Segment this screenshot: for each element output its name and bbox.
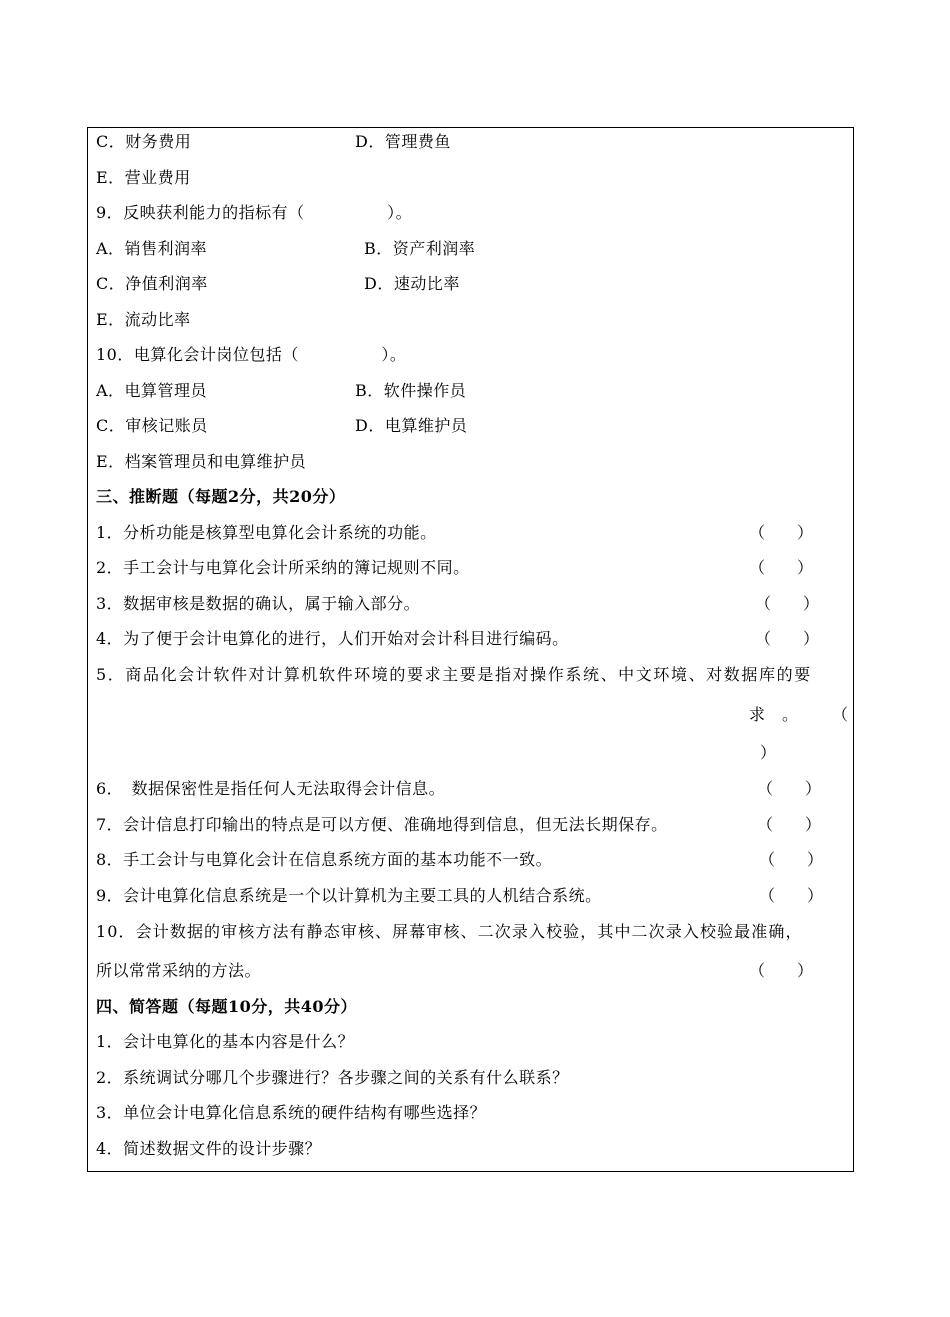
tf-item-10: 10．会计数据的审核方法有静态审核、屏幕审核、二次录入校验，其中二次录入校验最准确， — [96, 922, 803, 941]
tf-item-3: 3．数据审核是数据的确认，属于输入部分。 — [96, 594, 421, 613]
tf-item-8: 8．手工会计与电算化会计在信息系统方面的基本功能不一致。 — [96, 850, 553, 869]
tf-item-10-continuation: 所以常常采纳的方法。 — [96, 961, 262, 980]
short-answer-item-1: 1．会计电算化的基本内容是什么？ — [96, 1032, 355, 1051]
q10-option-a: A．电算管理员 — [96, 381, 208, 400]
answer-paren-7: （ ） — [757, 815, 822, 834]
answer-paren-3: （ ） — [755, 594, 820, 613]
tf-item-6: 6． 数据保密性是指任何人无法取得会计信息。 — [96, 779, 446, 798]
q9-option-b: B．资产利润率 — [364, 239, 476, 258]
short-answer-item-3: 3．单位会计电算化信息系统的硬件结构有哪些选择？ — [96, 1103, 487, 1122]
tf-item-7: 7．会计信息打印输出的特点是可以方便、准确地得到信息，但无法长期保存。 — [96, 815, 668, 834]
answer-paren-4: （ ） — [755, 629, 820, 648]
answer-paren-8: （ ） — [759, 850, 824, 869]
short-answer-item-2: 2．系统调试分哪几个步骤进行？各步骤之间的关系有什么联系？ — [96, 1068, 569, 1087]
short-answer-item-4: 4．简述数据文件的设计步骤？ — [96, 1139, 322, 1158]
answer-paren-1: （ ） — [749, 523, 814, 542]
tf-item-2: 2．手工会计与电算化会计所采纳的簿记规则不同。 — [96, 558, 470, 577]
q10-option-b: B．软件操作员 — [355, 381, 467, 400]
answer-paren-6: （ ） — [757, 779, 822, 798]
answer-paren-5-close: ） — [760, 743, 777, 762]
answer-paren-10: （ ） — [749, 961, 814, 980]
tf-item-1: 1．分析功能是核算型电算化会计系统的功能。 — [96, 523, 437, 542]
q9-stem: 9．反映获利能力的指标有（ ）。 — [96, 203, 413, 222]
q9-option-a: A．销售利润率 — [96, 239, 208, 258]
q9-option-d: D．速动比率 — [364, 274, 460, 293]
tf-item-5-continuation: 求 。 — [749, 705, 799, 724]
section4-title: 四、简答题（每题10分，共40分） — [96, 997, 358, 1016]
answer-paren-5-open: （ — [832, 705, 849, 724]
tf-item-9: 9．会计电算化信息系统是一个以计算机为主要工具的人机结合系统。 — [96, 886, 602, 905]
answer-paren-2: （ ） — [749, 558, 814, 577]
q10-option-c: C．审核记账员 — [96, 416, 208, 435]
q9-option-c: C．净值利润率 — [96, 274, 208, 293]
q10-stem: 10．电算化会计岗位包括（ ）。 — [96, 345, 407, 364]
tf-item-4: 4．为了便于会计电算化的进行，人们开始对会计科目进行编码。 — [96, 629, 569, 648]
tf-item-5: 5．商品化会计软件对计算机软件环境的要求主要是指对操作系统、中文环境、对数据库的要 — [96, 665, 812, 684]
q10-option-e: E．档案管理员和电算维护员 — [96, 452, 307, 471]
q9-option-e: E．流动比率 — [96, 310, 191, 329]
q8-option-c: C．财务费用 — [96, 132, 192, 151]
q8-option-e: E．营业费用 — [96, 168, 191, 187]
q8-option-d: D．管理费鱼 — [355, 132, 451, 151]
q10-option-d: D．电算维护员 — [355, 416, 468, 435]
section3-title: 三、推断题（每题2分，共20分） — [96, 487, 346, 506]
answer-paren-9: （ ） — [759, 886, 824, 905]
